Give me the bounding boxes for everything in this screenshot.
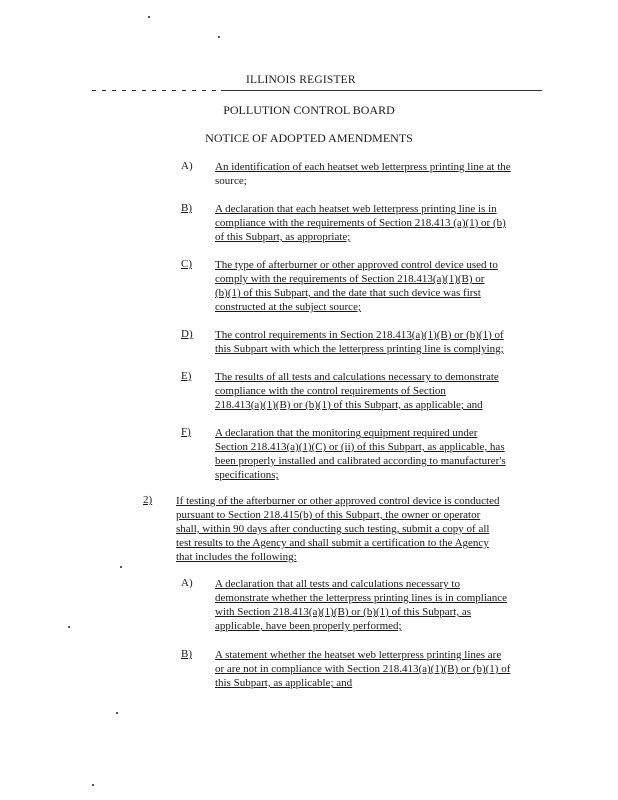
item-line: An identification of each heatset web letterpress printing line at the [215,161,511,173]
list-item [215,202,506,244]
list-item [215,258,498,314]
item-line: The results of all tests and calculations necessary to demonstrate [215,371,499,383]
scan-speck [68,626,70,628]
item-line: pursuant to Section 218.415(b) of this Subpart, the owner or operator [176,509,481,521]
item-line: this Subpart with which the letterpress printing line is complying; [215,343,504,355]
item-label: 2) [143,494,153,506]
item-line: with Section 218.413(a)(1)(B) or (b)(1) of this Subpart, as [215,606,472,618]
register-header-line [86,74,542,91]
register-title: ILLINOIS REGISTER [246,74,356,86]
item-line: Section 218.413(a)(1)(C) or (ii) of this Subpart, as applicable, has [215,441,505,453]
item-line: specifications; [215,469,279,481]
item-label: E) [181,370,192,382]
item-line: (b)(1) of this Subpart, and the date that such device was first [215,287,481,299]
list-item [176,494,499,564]
item-line: The control requirements in Section 218.413(a)(1)(B) or (b)(1) of [215,329,504,341]
list-item [215,160,511,188]
item-label: B) [181,202,192,214]
list-item [215,648,510,690]
scan-speck [120,566,122,568]
header-dashes [86,89,221,91]
list-item [215,370,499,412]
item-line: been properly installed and calibrated according to manufacturer's [215,455,506,467]
item-line: shall, within 90 days after conducting such testing, submit a copy of all [176,523,490,535]
item-line: comply with the requirements of Section 218.413(a)(1)(B) or [215,273,485,285]
item-label: A) [181,160,193,172]
item-line: applicable, have been properly performed; [215,620,402,632]
scan-speck [148,16,150,18]
list-item [215,577,507,633]
item-line: constructed at the subject source; [215,301,362,313]
item-label: C) [181,258,192,270]
notice-title: NOTICE OF ADOPTED AMENDMENTS [205,131,413,145]
list-item [215,426,506,482]
item-line: this Subpart, as applicable; and [215,677,353,689]
item-line: source; [215,175,247,187]
item-line: A declaration that the monitoring equipment required under [215,427,478,439]
board-title: POLLUTION CONTROL BOARD [223,103,395,117]
item-line: that includes the following: [176,551,297,563]
item-line: The type of afterburner or other approved control device used to [215,259,498,271]
item-line: A statement whether the heatset web letterpress printing lines are [215,649,502,661]
item-label: D) [181,328,193,340]
list-item [215,328,504,356]
item-label: B) [181,648,192,660]
item-line: compliance with the control requirements of Section [215,385,446,397]
item-line: demonstrate whether the letterpress printing lines is in compliance [215,592,508,604]
item-label: A) [181,577,193,589]
scan-speck [92,784,94,786]
scan-speck [116,712,118,714]
item-line: If testing of the afterburner or other approved control device is conducted [176,495,500,507]
scan-speck [218,36,220,38]
item-line: test results to the Agency and shall submit a certification to the Agency [176,537,489,549]
item-label: F) [181,426,191,438]
item-line: A declaration that each heatset web letterpress printing line is in [215,203,497,215]
item-line: or are not in compliance with Section 218.413(a)(1)(B) or (b)(1) of [215,663,511,675]
item-line: A declaration that all tests and calculations necessary to [215,578,460,590]
item-line: 218.413(a)(1)(B) or (b)(1) of this Subpart, as applicable; and [215,399,483,411]
item-line: compliance with the requirements of Section 218.413 (a)(1) or (b) [215,217,506,229]
item-line: of this Subpart, as appropriate; [215,231,351,243]
